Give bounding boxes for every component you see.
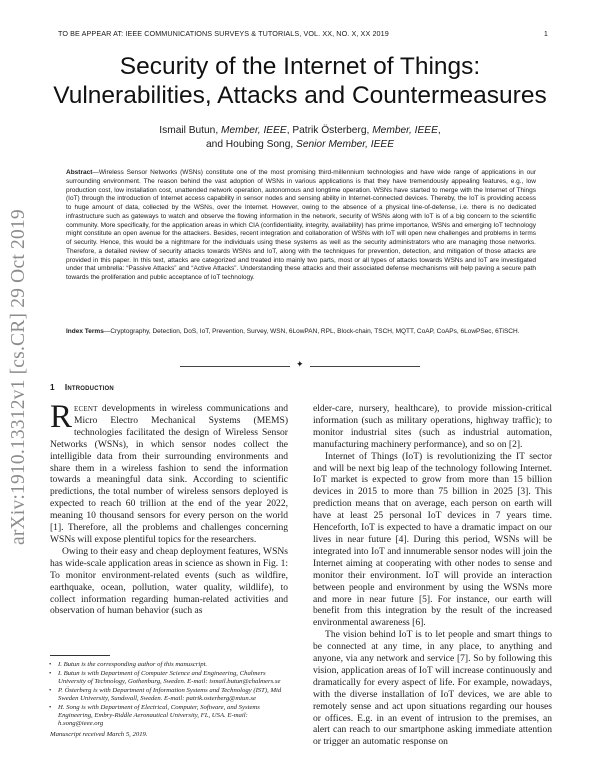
author-line-2 xyxy=(40,138,560,152)
author-1-name: Ismail Butun, xyxy=(159,125,221,136)
footnote-rule xyxy=(50,655,110,656)
author-3-name: and Houbing Song, xyxy=(205,139,297,150)
footnote-text: H. Song is with Department of Electrical, Computer, Software, and Systems Engineering, Embry-Riddle Aeronautical University, FL, USA. E-mail: h.song@ieee.org xyxy=(58,703,260,727)
footnote-text: I. Butun is the corresponding author of this manuscript. xyxy=(58,660,208,668)
first-word: ecent xyxy=(74,403,98,414)
drop-cap: R xyxy=(50,399,73,435)
right-paragraph-2: Internet of Things (IoT) is revolutionizing the IT sector and will be next big leap of the technology following Internet. IoT market is expected to grow from more than 15 billion devices in 2015 to more than 75 billion in 2025 [3]. This prediction means that on average, each person on earth will have at least 25 personal IoT devices in 7 years time. Henceforth, IoT is expected to have a dramatic impact on our lives in near future [4]. During this period, WSNs will be integrated into IoT and innumerable sensor nodes will join the Internet aiming at cooperating with other nodes to sense and monitor their environment. IoT will provide an interaction between people and environment by using the WSNs more and more in near future [5]. For instance, our earth will benefit from this integration by the result of the increased environmental awareness [6]. xyxy=(313,450,552,629)
right-column xyxy=(313,403,552,748)
index-terms xyxy=(66,328,536,337)
manuscript-received: Manuscript received March 5, 2019. xyxy=(50,730,148,738)
index-terms-label: Index Terms xyxy=(66,328,104,335)
abstract-label: Abstract xyxy=(66,169,93,176)
footnote-text: I. Butun is with Department of Computer Science and Engineering, Chalmers University of Technology, Gothenburg, Sweden. E-mail: ismail.butun@chalmers.se xyxy=(58,669,281,685)
footnote-text: P. Österberg is with Department of Information Systems and Technology (IST), Mid Sweden University, Sundsvall, Sweden. E-mail: patrik.osterberg@miun.se xyxy=(58,686,282,702)
title-line-1: Security of the Internet of Things: xyxy=(119,53,481,80)
divider-line-right xyxy=(310,366,420,367)
footnote-item xyxy=(50,704,288,728)
divider-diamond-icon: ✦ xyxy=(296,360,304,370)
author-2-name: , Patrik Österberg, xyxy=(286,125,373,136)
author-list xyxy=(40,124,560,152)
author-line-1 xyxy=(40,124,560,138)
divider-line-left xyxy=(180,366,290,367)
left-column xyxy=(50,399,288,617)
section-number: 1 xyxy=(50,383,55,392)
footnote-item xyxy=(50,670,288,686)
author-3-role: Senior Member, IEEE xyxy=(296,139,395,150)
footnotes xyxy=(50,655,288,739)
intro-paragraph-1 xyxy=(50,399,288,546)
arxiv-stamp: arXiv:1910.13312v1 [cs.CR] 29 Oct 2019 xyxy=(8,209,29,545)
footnote-item xyxy=(50,661,288,669)
footnote-bullet: • xyxy=(49,660,52,668)
index-terms-text: —Cryptography, Detection, DoS, IoT, Prevention, Survey, WSN, 6LowPAN, RPL, Block-chain, TSCH, MQTT, CoAP, CoAPs, 6LowPSec, 6TiSCH. xyxy=(103,328,520,335)
section-divider xyxy=(180,362,420,372)
section-title: Introduction xyxy=(64,383,114,392)
footnote-item xyxy=(50,687,288,703)
running-head-text: TO BE APPEAR AT: IEEE COMMUNICATIONS SURVEYS & TUTORIALS, VOL. XX, NO. X, XX 2019 xyxy=(58,29,389,38)
abstract xyxy=(66,169,536,283)
title-line-2: Vulnerabilities, Attacks and Countermeasures xyxy=(53,82,547,109)
author-separator: , xyxy=(437,125,441,136)
intro-paragraph-1-text: developments in wireless communications and Micro Electro Mechanical Systems (MEMS) technologies facilitated the design of Wireless Sensor Networks (WSNs), in which sensor nodes collect the intelligible data from their surrounding environments and share them in a wireless fashion to send the information towards a meaningful data sink. According to scientific predictions, the total number of wireless sensors deployed is expected to reach 60 trillion at the end of the year 2022, meaning 10 thousand sensors for every person on the world [1]. Therefore, all the problems and challenges concerning WSNs will expose plentiful topics for the researchers. xyxy=(50,403,288,545)
paper-title xyxy=(40,52,560,110)
footnote-bullet: • xyxy=(49,686,52,694)
running-head xyxy=(58,29,548,38)
intro-paragraph-2: Owing to their easy and cheap deployment features, WSNs has wide-scale application areas in science as shown in Fig. 1: To monitor environment-related events (such as wildfire, earthquake, ocean, pollution, water quality, wildlife), to collect information regarding human-related activities and observation of human behavior (such as xyxy=(50,545,288,617)
right-paragraph-3: The vision behind IoT is to let people and smart things to be connected at any time, in any place, to anything and anyone, via any network and service [7]. So by following this vision, application areas of IoT will increase continuously and dramatically for every aspect of life. For example, nowadays, with the diverse installation of IoT devices, we are able to remotely sense and act upon situations regarding our houses or offices. E.g. in an event of intrusion to the premises, an alert can reach to our smartphone asking immediate attention or trigger an automatic response on xyxy=(313,629,552,748)
author-2-role: Member, IEEE xyxy=(372,125,438,136)
section-heading xyxy=(50,383,114,392)
right-paragraph-1: elder-care, nursery, healthcare), to provide mission-critical information (such as military operations, highway traffic); to monitor industrial sites (such as industrial automation, manufacturing machinery performance), and so on [2]. xyxy=(313,403,552,450)
footnote-bullet: • xyxy=(49,669,52,677)
footnote-bullet: • xyxy=(49,703,52,711)
page-number: 1 xyxy=(543,29,548,38)
author-1-role: Member, IEEE xyxy=(221,125,287,136)
abstract-text: —Wireless Sensor Networks (WSNs) constitute one of the most promising third-millennium technologies and have wide range of applications in our surrounding environment. The reason behind the vast adoption of WSNs in various applications is that they have tremendously appealing features, e.g., low production cost, low installation cost, unattended network operation, autonomous and longtime operation. WSNs have started to merge with the Internet of Things (IoT) through the introduction of Internet access capability in sensor nodes and sensing ability in Internet-connected devices. Thereby, the IoT is providing access to huge amount of data, collected by the WSNs, over the Internet. However, owing to the absence of a physical line-of-defense, i.e. there is no dedicated infrastructure such as gateways to watch and observe the flowing information in the network, security of WSNs along with IoT is of a big concern to the scientific community. More specifically, for the application areas in which CIA (confidentiality, integrity, availability) has prime importance, WSNs and emerging IoT technology might constitute an open avenue for the attackers. Besides, recent integration and collaboration of WSNs with IoT will open new challenges and problems in terms of security. Hence, this would be a nightmare for the individuals using these systems as well as the security administrators who are managing those networks. Therefore, a detailed review of security attacks towards WSNs and IoT, along with the techniques for prevention, detection, and mitigation of those attacks are provided in this paper. In this text, attacks are categorized and treated into mainly two parts, most or all types of attacks towards WSNs and IoT are investigated under that umbrella: “Passive Attacks” and “Active Attacks”. Understanding these attacks and their associated defense mechanisms will help paving a secure path towards the proliferation and public acceptance of IoT technology. xyxy=(66,169,536,281)
